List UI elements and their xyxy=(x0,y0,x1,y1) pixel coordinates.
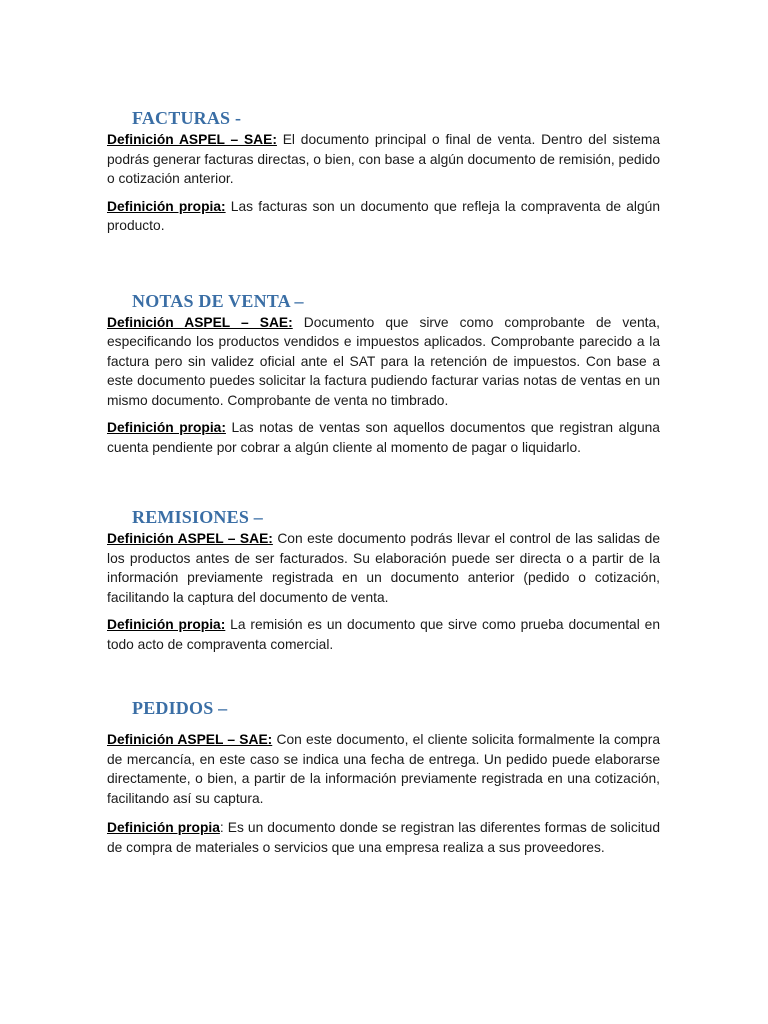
aspel-label: Definición ASPEL – SAE: xyxy=(107,314,293,330)
propia-text: Las facturas son un documento que refleja la compraventa de algún producto. xyxy=(107,198,660,233)
propia-definition xyxy=(107,818,660,857)
aspel-label: Definición ASPEL – SAE: xyxy=(107,732,273,747)
aspel-definition xyxy=(107,313,660,411)
aspel-label: Definición ASPEL – SAE: xyxy=(107,531,273,546)
aspel-definition xyxy=(107,130,660,189)
propia-definition xyxy=(107,418,660,457)
propia-text: : Es un documento donde se registran las diferentes formas de solicitud de compra de materiales o servicios que una empresa realiza a sus proveedores. xyxy=(107,820,660,855)
propia-text: Las notas de ventas son aquellos documentos que registran alguna cuenta pendiente por cobrar a algún cliente al momento de pagar o liquidarlo. xyxy=(107,420,660,455)
propia-text: La remisión es un documento que sirve como prueba documental en todo acto de compraventa comercial. xyxy=(107,617,660,652)
propia-label: Definición propia: xyxy=(107,617,226,632)
propia-definition xyxy=(107,615,660,654)
section-facturas xyxy=(107,106,660,236)
propia-label: Definición propia: xyxy=(107,198,226,214)
aspel-definition xyxy=(107,730,660,808)
aspel-text: Documento que sirve como comprobante de venta, especificando los productos vendidos e impuestos aplicados. Comprobante parecido a la factura pero sin validez oficial ante el SAT para la retención de impuestos. Con base a este documento puedes solicitar la factura pudiendo facturar varias notas de ventas en un mismo documento. Comprobante de venta no timbrado. xyxy=(107,314,660,408)
propia-definition xyxy=(107,197,660,236)
aspel-text: Con este documento, el cliente solicita formalmente la compra de mercancía, en este caso se indica una fecha de entrega. Un pedido puede elaborarse directamente, o bien, a partir de la información previamente registrada en una cotización, facilitando así su captura. xyxy=(107,732,660,806)
aspel-definition xyxy=(107,529,660,607)
section-title: NOTAS DE VENTA – xyxy=(132,290,304,311)
section-title: PEDIDOS – xyxy=(132,698,228,718)
section-title: FACTURAS - xyxy=(132,108,242,128)
section-notas-de-venta xyxy=(107,289,660,458)
aspel-text: El documento principal o final de venta. Dentro del sistema podrás generar facturas directas, o bien, con base a algún documento de remisión, pedido o cotización anterior. xyxy=(107,132,660,186)
propia-label: Definición propia xyxy=(107,820,220,835)
section-remisiones xyxy=(107,505,660,654)
aspel-label: Definición ASPEL – SAE: xyxy=(107,132,277,147)
document-page xyxy=(107,106,660,857)
section-title: REMISIONES – xyxy=(132,507,263,527)
aspel-text: Con este documento podrás llevar el control de las salidas de los productos antes de ser facturados. Su elaboración puede ser directa o a partir de la información previamente registrada en un documento anterior (pedido o cotización, facilitando la captura del documento de venta. xyxy=(107,531,660,605)
section-pedidos xyxy=(107,696,660,857)
propia-label: Definición propia: xyxy=(107,420,226,435)
